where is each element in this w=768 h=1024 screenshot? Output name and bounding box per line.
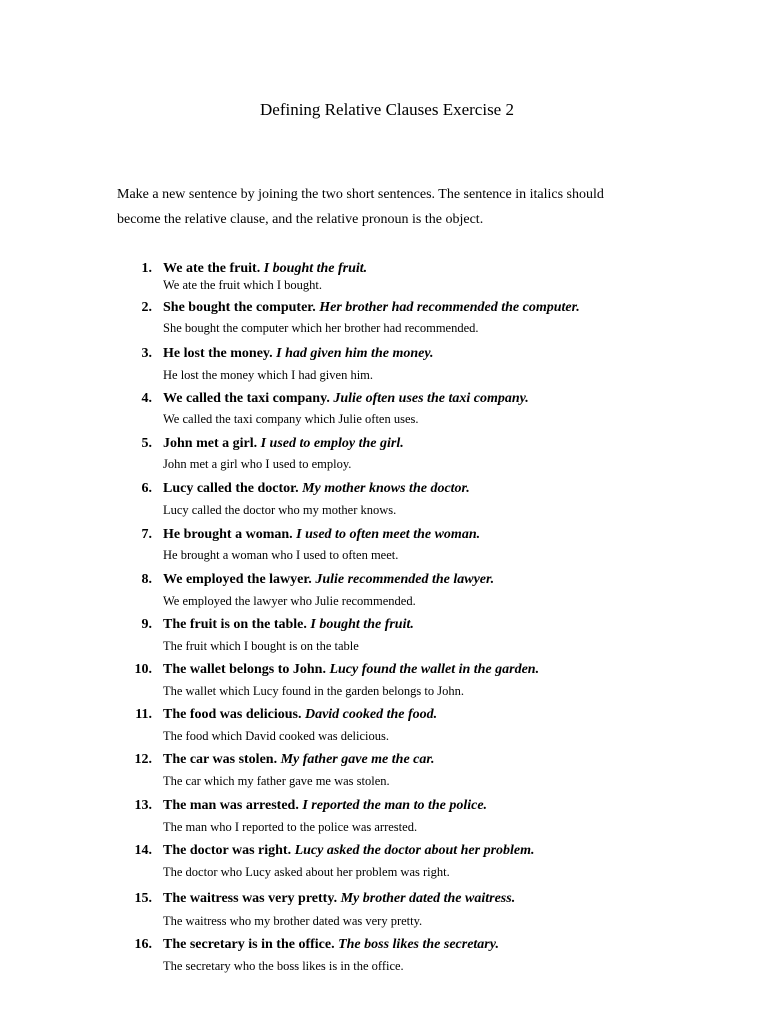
exercise-number: 12. [134, 752, 152, 767]
answer-sentence: The food which David cooked was delicious. [163, 729, 389, 743]
relative-clause-sentence: I bought the fruit. [263, 261, 368, 276]
relative-clause-sentence: Julie recommended the lawyer. [315, 572, 495, 587]
answer-sentence: He brought a woman who I used to often meet. [163, 548, 399, 562]
exercise-number: 15. [134, 891, 152, 906]
answer-sentence: The car which my father gave me was stolen. [163, 774, 390, 788]
answer-sentence: The man who I reported to the police was arrested. [163, 820, 418, 834]
relative-clause-sentence: I used to employ the girl. [260, 436, 404, 451]
answer-sentence: We called the taxi company which Julie often uses. [163, 412, 419, 426]
main-sentence: The wallet belongs to John. [163, 662, 326, 677]
answer-sentence: He lost the money which I had given him. [163, 368, 374, 382]
relative-clause-sentence: I reported the man to the police. [302, 798, 488, 813]
relative-clause-sentence: David cooked the food. [304, 707, 438, 722]
answer-sentence: John met a girl who I used to employ. [163, 457, 352, 471]
exercise-prompt [163, 617, 414, 633]
answer-sentence: The secretary who the boss likes is in the office. [163, 959, 404, 973]
main-sentence: Lucy called the doctor. [163, 481, 299, 496]
relative-clause-sentence: I used to often meet the woman. [296, 527, 481, 542]
exercise-number: 6. [141, 481, 152, 496]
relative-clause-sentence: Lucy asked the doctor about her problem. [294, 843, 535, 858]
exercise-number: 3. [141, 346, 152, 361]
exercise-prompt [163, 843, 535, 859]
exercise-number: 1. [141, 261, 152, 276]
exercise-prompt [163, 752, 435, 768]
instructions-paragraph: Make a new sentence by joining the two short sentences. The sentence in italics should become the relative clause, and the relative pronoun is the object. [117, 187, 604, 227]
exercise-prompt [163, 891, 515, 907]
page-title: Defining Relative Clauses Exercise 2 [260, 100, 514, 119]
exercise-prompt [163, 937, 499, 953]
exercise-number: 8. [141, 572, 152, 587]
exercise-number: 9. [141, 617, 152, 632]
answer-sentence: She bought the computer which her brother had recommended. [163, 321, 479, 335]
main-sentence: We employed the lawyer. [163, 572, 312, 587]
answer-sentence: The waitress who my brother dated was very pretty. [163, 914, 423, 928]
main-sentence: We called the taxi company. [163, 391, 330, 406]
exercise-number: 14. [134, 843, 152, 858]
relative-clause-sentence: I bought the fruit. [310, 617, 414, 632]
relative-clause-sentence: Her brother had recommended the computer. [319, 300, 580, 315]
exercise-prompt [163, 391, 529, 407]
main-sentence: The fruit is on the table. [163, 617, 307, 632]
relative-clause-sentence: My father gave me the car. [280, 752, 435, 767]
exercise-number: 7. [141, 527, 152, 542]
main-sentence: The car was stolen. [163, 752, 278, 767]
relative-clause-sentence: My mother knows the doctor. [302, 481, 470, 496]
relative-clause-sentence: The boss likes the secretary. [338, 937, 499, 952]
exercise-number: 4. [141, 391, 152, 406]
main-sentence: He brought a woman. [163, 527, 293, 542]
main-sentence: The waitress was very pretty. [163, 891, 338, 906]
main-sentence: John met a girl. [163, 436, 258, 451]
exercise-prompt [163, 527, 480, 543]
exercise-prompt [163, 436, 404, 452]
main-sentence: The man was arrested. [163, 798, 299, 813]
main-sentence: We ate the fruit. [163, 261, 261, 276]
answer-sentence: We employed the lawyer who Julie recommended. [163, 594, 416, 608]
exercise-prompt [163, 798, 487, 814]
main-sentence: She bought the computer. [163, 300, 316, 315]
exercise-prompt [163, 662, 539, 678]
exercise-number: 2. [141, 300, 152, 315]
exercise-number: 16. [134, 937, 152, 952]
answer-sentence: The wallet which Lucy found in the garden belongs to John. [163, 684, 464, 698]
main-sentence: The food was delicious. [163, 707, 302, 722]
exercise-prompt [163, 707, 437, 723]
answer-sentence: Lucy called the doctor who my mother knows. [163, 503, 397, 517]
exercise-number: 5. [141, 436, 152, 451]
exercise-number: 10. [134, 662, 152, 677]
exercise-number: 11. [135, 707, 152, 722]
main-sentence: The secretary is in the office. [163, 937, 335, 952]
exercise-number: 13. [134, 798, 152, 813]
relative-clause-sentence: My brother dated the waitress. [340, 891, 516, 906]
answer-sentence: The doctor who Lucy asked about her problem was right. [163, 865, 450, 879]
exercise-prompt [163, 261, 367, 277]
answer-sentence: The fruit which I bought is on the table [163, 639, 359, 653]
exercise-prompt [163, 300, 580, 316]
main-sentence: The doctor was right. [163, 843, 292, 858]
exercise-prompt [163, 572, 494, 588]
relative-clause-sentence: I had given him the money. [276, 346, 434, 361]
relative-clause-sentence: Lucy found the wallet in the garden. [329, 662, 540, 677]
main-sentence: He lost the money. [163, 346, 273, 361]
relative-clause-sentence: Julie often uses the taxi company. [333, 391, 529, 406]
answer-sentence: We ate the fruit which I bought. [163, 278, 323, 292]
exercise-prompt [163, 346, 434, 362]
exercise-prompt [163, 481, 470, 497]
